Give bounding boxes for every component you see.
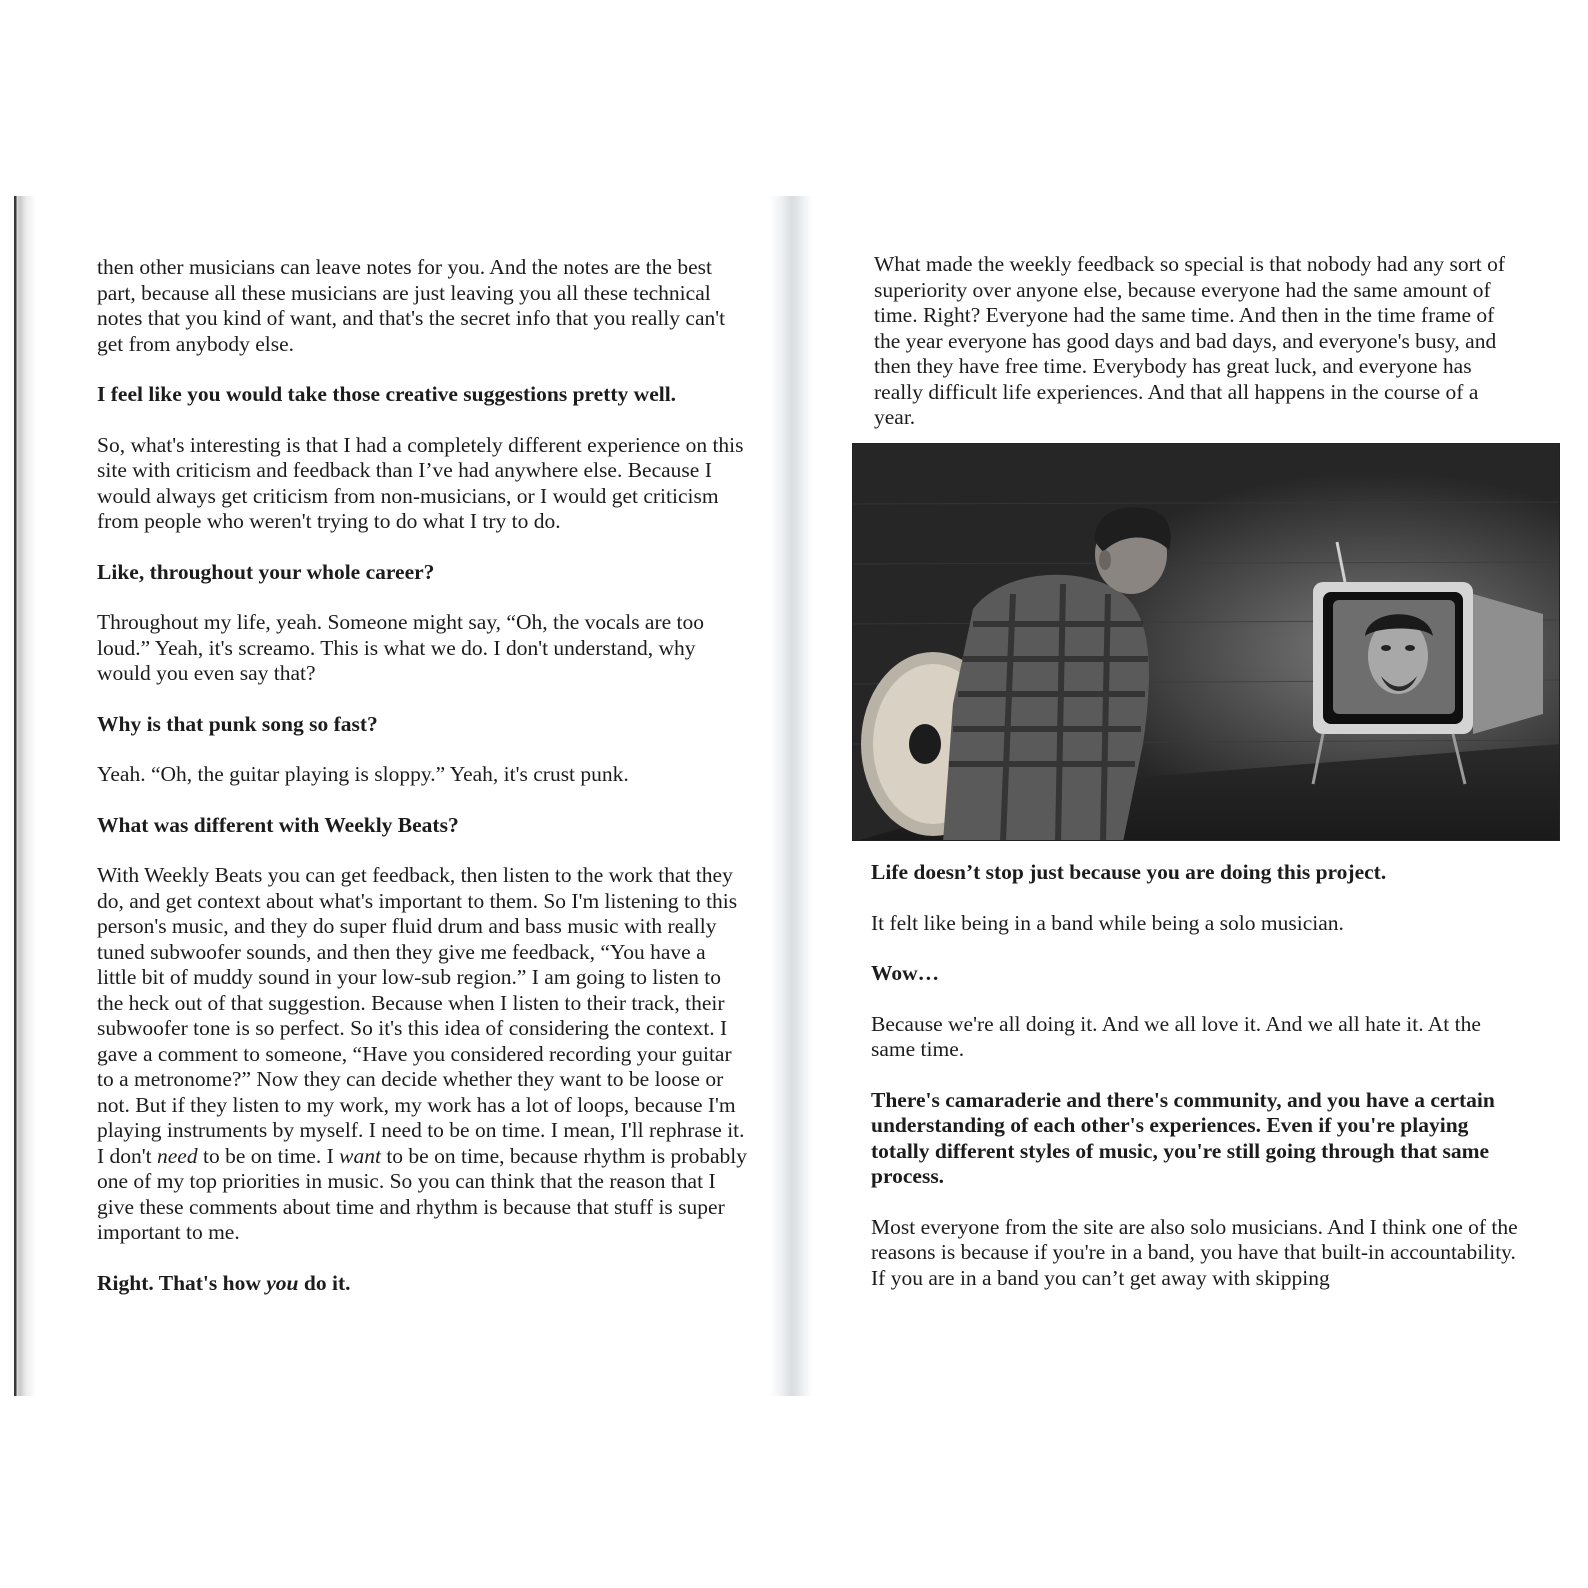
emphasis-need: need: [157, 1143, 198, 1168]
left-page-text: [97, 255, 749, 1321]
right-paragraph-top: What made the weekly feedback so special is that nobody had any sort of superiority over anyone else, because everyone had the same amount of time. Right? Everyone had the same time. And then in the time frame of the year everyone has good days and bad days, and everyone's busy, and then they have free time. Everybody has great luck, and everyone has really difficult life experiences. And that all happens in the course of a year.: [874, 252, 1506, 429]
emphasis-you: you: [266, 1270, 299, 1295]
long-answer-part-2: to be on time. I: [197, 1143, 340, 1168]
photo-illustration: [853, 444, 1560, 841]
right-page-top-text: [874, 252, 1518, 456]
closing-question-end: do it.: [298, 1270, 351, 1295]
left-paragraph-2: So, what's interesting is that I had a completely different experience on this site with criticism and feedback than I’ve had anywhere else. Because I would always get criticism from non-musicians, or I would get criticism from people who weren't trying to do what I try to do.: [97, 432, 744, 533]
emphasis-want: want: [339, 1143, 381, 1168]
right-paragraph-1: It felt like being in a band while being a solo musician.: [871, 910, 1344, 935]
right-paragraph-2: Because we're all doing it. And we all love it. And we all hate it. At the same time.: [871, 1011, 1481, 1061]
interview-question: Life doesn’t stop just because you are doing this project.: [871, 860, 1387, 884]
interview-question: Wow…: [871, 961, 940, 985]
photo-man-with-guitar-facing-crt-monitor: [852, 443, 1560, 841]
left-paragraph-4: Yeah. “Oh, the guitar playing is sloppy.” Yeah, it's crust punk.: [97, 762, 629, 786]
closing-question-start: Right. That's how: [97, 1270, 267, 1295]
book-gutter: [770, 196, 812, 1396]
interview-question: I feel like you would take those creative suggestions pretty well.: [97, 382, 677, 406]
interview-question: There's camaraderie and there's community, and you have a certain understanding of each other's experiences. Even if you're playing totally different styles of music, you're still going through that same process.: [871, 1087, 1495, 1188]
long-answer-part-1: With Weekly Beats you can get feedback, then listen to the work that they do, and get context about what's important to them. So I'm listening to this person's music, and they do super fluid drum and bass music with really tuned subwoofer sounds, and then they give me feedback, “You have a little bit of muddy sound in your low-sub region.” I am going to listen to the heck out of that suggestion. Because when I listen to their track, their subwoofer tone is so perfect. So it's this idea of considering the context. I gave a comment to someone, “Have you considered recording your guitar to a metronome?” Now they can decide whether they want to be loose or not. But if they listen to my work, my work has a lot of loops, because I'm playing instruments by myself. I need to be on time. I mean, I'll rephrase it. I don't: [97, 863, 745, 1168]
long-answer-part-3: to be on time, because rhythm is probably one of my top priorities in music. So you can think that the reason that I give these comments about time and rhythm is because that stuff is super important to me.: [97, 1143, 747, 1244]
interview-question: What was different with Weekly Beats?: [97, 812, 459, 837]
interview-question: Like, throughout your whole career?: [97, 559, 435, 584]
closing-question: [97, 1271, 749, 1297]
right-page-bottom-text: [871, 860, 1521, 1316]
right-paragraph-3: Most everyone from the site are also solo musicians. And I think one of the reasons is because if you're in a band, you have that built-in accountability. If you are in a band you can’t get away with skipping: [871, 1214, 1518, 1290]
interview-question: Why is that punk song so fast?: [97, 711, 378, 736]
long-answer-paragraph: [97, 863, 749, 1246]
left-paragraph-1: then other musicians can leave notes for you. And the notes are the best part, because all these musicians are just leaving you all these technical notes that you kind of want, and that's the secret info that you really can't get from anybody else.: [97, 255, 726, 356]
left-page-edge: [14, 196, 36, 1396]
left-paragraph-3: Throughout my life, yeah. Someone might say, “Oh, the vocals are too loud.” Yeah, it's screamo. This is what we do. I don't understand, why would you even say that?: [97, 610, 705, 685]
